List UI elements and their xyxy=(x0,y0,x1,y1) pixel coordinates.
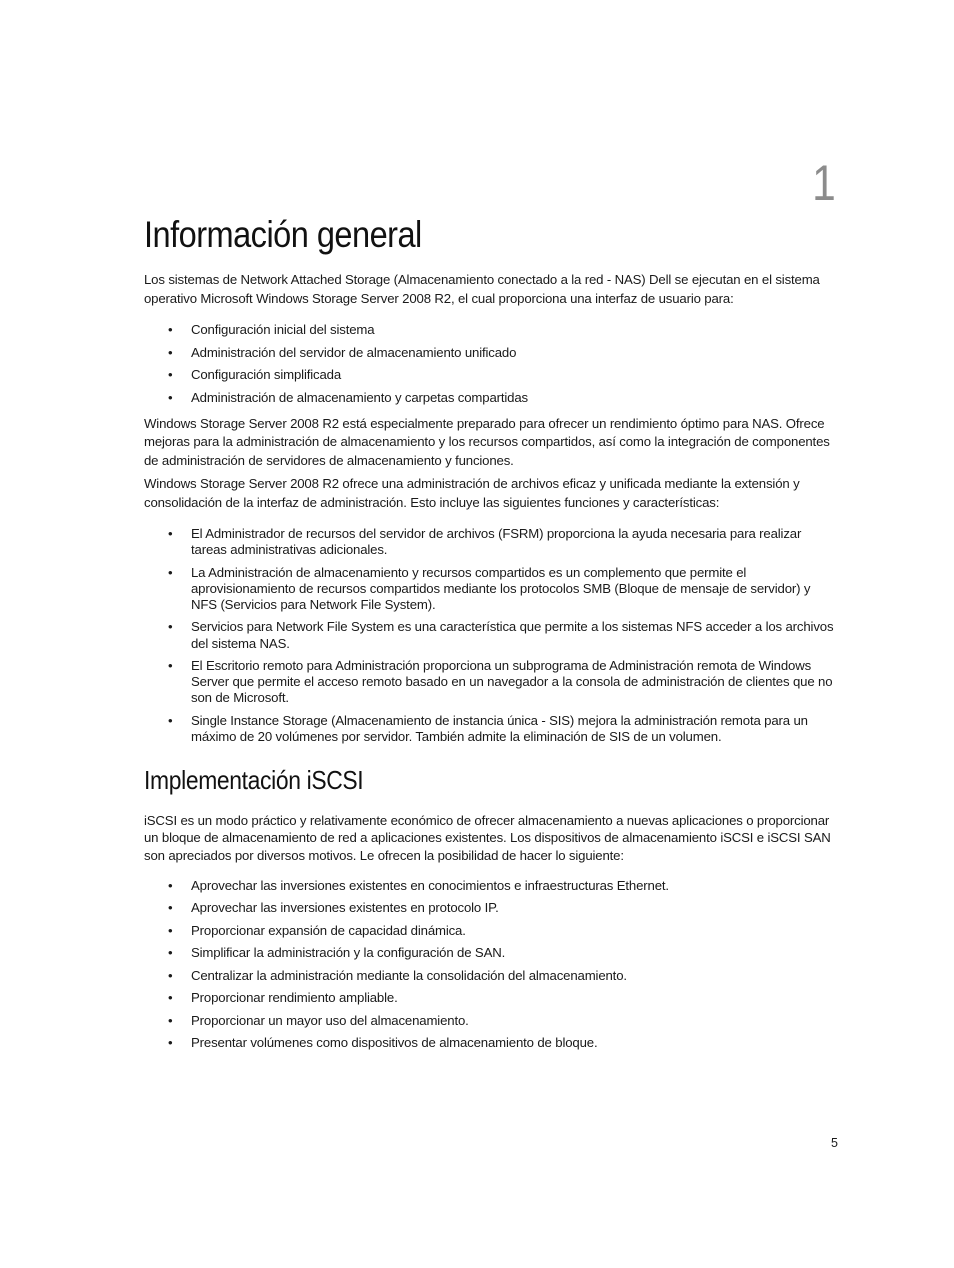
section-heading-iscsi: Implementación iSCSI xyxy=(144,765,364,796)
list-item: • Proporcionar rendimiento ampliable. xyxy=(168,990,398,1006)
bullet-icon: • xyxy=(168,564,173,580)
list-item: • Servicios para Network File System es una característica que permite a los sistemas NFS acceder a los archivos del sistema NAS. xyxy=(168,619,834,651)
iscsi-paragraph: iSCSI es un modo práctico y relativamente económico de ofrecer almacenamiento a nuevas aplicaciones o proporcionar un bloque de almacenamiento de red a aplicaciones existentes. Los dispositivos de almacenamiento iSCSI e iSCSI SAN son apreciados por diversos motivos. Le ofrecen la posibilidad de hacer lo siguiente: xyxy=(144,813,831,863)
bullet-icon: • xyxy=(168,877,173,893)
bullet-icon: • xyxy=(168,657,173,673)
list-item: • Simplificar la administración y la configuración de SAN. xyxy=(168,945,506,961)
list-item: • Proporcionar expansión de capacidad dinámica. xyxy=(168,922,466,938)
list-item: • Aprovechar las inversiones existentes en conocimientos e infraestructuras Ethernet. xyxy=(168,877,669,893)
list-item: • Aprovechar las inversiones existentes en protocolo IP. xyxy=(168,900,499,916)
chapter-title: Información general xyxy=(144,214,422,255)
bullet-icon: • xyxy=(168,367,173,382)
bullet-icon: • xyxy=(168,619,173,635)
bullet-icon: • xyxy=(168,945,173,961)
list-item: • Presentar volúmenes como dispositivos de almacenamiento de bloque. xyxy=(168,1035,598,1051)
bullet-icon: • xyxy=(168,1035,173,1051)
list-item: • Administración del servidor de almacenamiento unificado xyxy=(168,344,517,360)
list-item: • Configuración simplificada xyxy=(168,367,342,382)
list-item: • Configuración inicial del sistema xyxy=(168,322,375,337)
file-management-paragraph: Windows Storage Server 2008 R2 ofrece una administración de archivos eficaz y unificada mediante la extensión y consolidación de la interfaz de administración. Esto incluye las siguientes funciones y características: xyxy=(144,476,800,510)
list-item: • Centralizar la administración mediante la consolidación del almacenamiento. xyxy=(168,967,627,983)
bullet-icon: • xyxy=(168,900,173,916)
bullet-icon: • xyxy=(168,389,173,405)
bullet-icon: • xyxy=(168,1012,173,1028)
bullet-icon: • xyxy=(168,322,173,337)
list-item: • El Administrador de recursos del servidor de archivos (FSRM) proporciona la ayuda necesaria para realizar tareas administrativas adicionales. xyxy=(168,526,802,558)
list-item: • Single Instance Storage (Almacenamiento de instancia única - SIS) mejora la administración remota para un máximo de 20 volúmenes por servidor. También admite la eliminación de SIS de un volumen. xyxy=(168,712,808,744)
bullet-icon: • xyxy=(168,922,173,938)
list-item: • Administración de almacenamiento y carpetas compartidas xyxy=(168,389,528,405)
chapter-number: 1 xyxy=(812,155,836,211)
bullet-icon: • xyxy=(168,990,173,1006)
list-item: • Proporcionar un mayor uso del almacenamiento. xyxy=(168,1012,469,1028)
storage-server-paragraph: Windows Storage Server 2008 R2 está especialmente preparado para ofrecer un rendimiento óptimo para NAS. Ofrece mejoras para la administración de almacenamiento y los recursos compartidos, así como la integración de componentes de administración de servidores de almacenamiento y funciones. xyxy=(144,415,830,468)
page-content xyxy=(144,212,838,1058)
intro-bullet-list xyxy=(144,322,838,406)
bullet-icon: • xyxy=(168,967,173,983)
bullet-icon: • xyxy=(168,526,173,542)
feature-bullet-list xyxy=(144,526,838,745)
iscsi-bullet-list xyxy=(144,878,838,1052)
list-item: • La Administración de almacenamiento y recursos compartidos es un complemento que permite el aprovisionamiento de recursos compartidos mediante los protocolos SMB (Bloque de mensaje de servidor) y NFS (Servicios para Network File System). xyxy=(168,564,811,613)
page-number: 5 xyxy=(831,1136,838,1150)
intro-paragraph: Los sistemas de Network Attached Storage (Almacenamiento conectado a la red - NAS) Dell se ejecutan en el sistema operativo Microsoft Windows Storage Server 2008 R2, el cual proporciona una interfaz de usuario para: xyxy=(144,272,820,306)
list-item: • El Escritorio remoto para Administración proporciona un subprograma de Administración remota de Windows Server que permite el acceso remoto basado en un navegador a la consola de administración de clientes que no son de Microsoft. xyxy=(168,657,833,706)
bullet-icon: • xyxy=(168,712,173,728)
bullet-icon: • xyxy=(168,344,173,360)
